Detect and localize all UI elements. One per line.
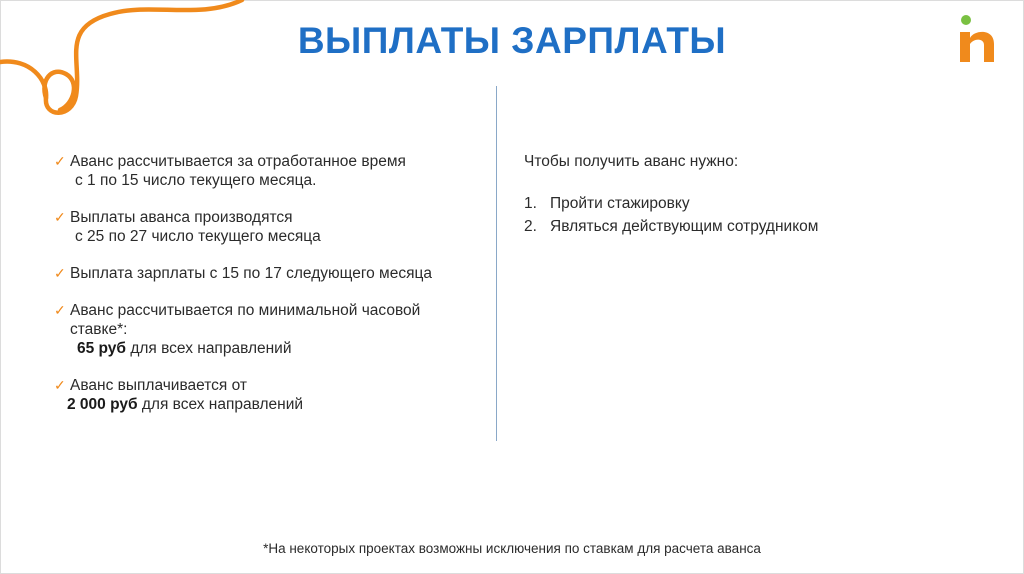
requirements-block <box>524 152 964 238</box>
column-divider <box>496 86 497 441</box>
check-icon: ✓ <box>54 209 66 225</box>
check-icon: ✓ <box>54 153 66 169</box>
amount-value: 2 000 руб <box>67 396 138 413</box>
page-title: ВЫПЛАТЫ ЗАРПЛАТЫ <box>297 20 727 61</box>
check-icon: ✓ <box>54 265 66 281</box>
check-icon: ✓ <box>54 302 66 318</box>
list-item: ✓ Аванс рассчитывается за отработанное время с 1 по 15 число текущего месяца. <box>54 153 406 189</box>
rate-value: 65 руб <box>77 340 127 357</box>
list-item: ✓ Аванс выплачивается от 2 000 руб для всех направлений <box>54 377 304 413</box>
check-icon: ✓ <box>54 377 66 393</box>
list-item: 1. Пройти стажировку <box>524 195 690 212</box>
list-item: 2. Являться действующим сотрудником <box>524 218 819 235</box>
list-item: ✓ Аванс рассчитывается по минимальной часовой ставке*: 65 руб для всех направлений <box>54 302 421 357</box>
footnote: *На некоторых проектах возможны исключения по ставкам для расчета аванса <box>263 541 761 556</box>
brand-logo-icon <box>954 14 998 66</box>
requirements-lead: Чтобы получить аванс нужно: <box>524 153 739 170</box>
list-item: ✓ Выплаты аванса производятся с 25 по 27 число текущего месяца <box>54 209 321 245</box>
conditions-list <box>54 152 484 432</box>
list-item: ✓ Выплата зарплаты с 15 по 17 следующего месяца <box>54 265 432 282</box>
requirements-list <box>524 192 964 238</box>
